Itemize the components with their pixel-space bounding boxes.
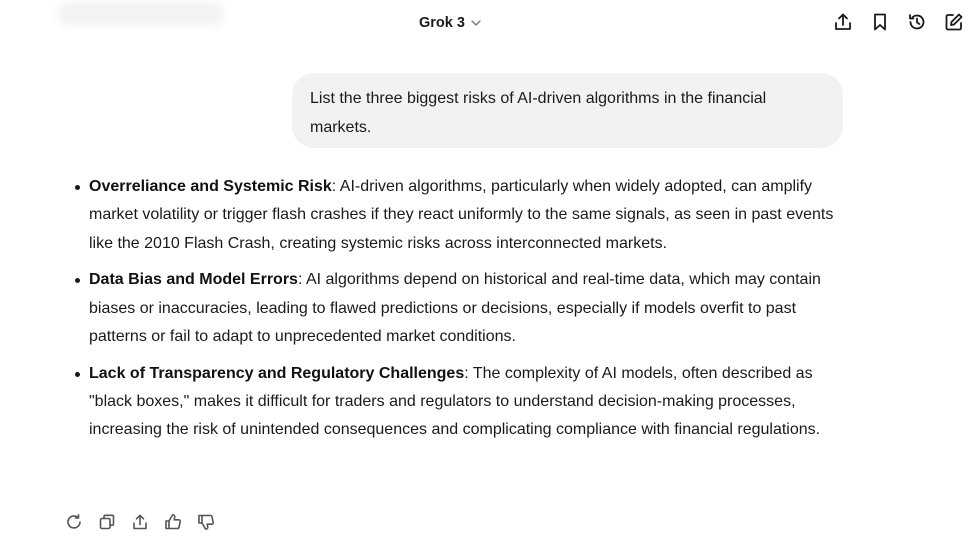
- user-message-text: List the three biggest risks of AI-driven algorithms in the financial markets.: [310, 90, 767, 136]
- list-item-title: Lack of Transparency and Regulatory Challenges: [89, 364, 465, 382]
- dislike-button[interactable]: [194, 511, 217, 533]
- header-toolbar: [831, 10, 965, 33]
- list-item-text: : AI algorithms depend on historical and real-time data, which may contain biases or inaccuracies, leading to flawed predictions or decisions, especially if models overfit to past patterns or fail to adapt to unprecedented market conditions.: [89, 271, 821, 345]
- copy-icon: [98, 513, 116, 531]
- list-item: [70, 360, 850, 445]
- user-message-bubble: [292, 73, 843, 148]
- list-item-text: : AI-driven algorithms, particularly when widely adopted, can amplify market volatility or trigger flash crashes if they react uniformly to the same signals, as seen in past events like the 2010 Flash Crash, creating systemic risks across interconnected markets.: [89, 178, 834, 252]
- regenerate-button[interactable]: [62, 511, 85, 533]
- copy-button[interactable]: [95, 511, 118, 533]
- list-item: [70, 173, 850, 258]
- regenerate-icon: [65, 513, 83, 531]
- bullet-dot: [75, 372, 80, 377]
- share-message-button[interactable]: [128, 511, 151, 533]
- model-name: Grok 3: [419, 15, 465, 31]
- edit-new-chat-icon: [944, 12, 964, 32]
- thumbs-up-icon: [164, 513, 182, 531]
- list-item-title: Overreliance and Systemic Risk: [89, 178, 332, 195]
- share-icon: [131, 513, 149, 531]
- history-icon: [907, 12, 927, 32]
- new-chat-button[interactable]: [942, 10, 965, 33]
- assistant-answer-list: [70, 173, 850, 453]
- blurred-logo: [58, 2, 223, 26]
- bookmark-button[interactable]: [868, 10, 891, 33]
- model-selector[interactable]: [419, 13, 482, 33]
- history-button[interactable]: [905, 10, 928, 33]
- list-item: [70, 266, 850, 351]
- thumbs-down-icon: [197, 513, 215, 531]
- message-actions: [62, 511, 217, 533]
- list-item-title: Data Bias and Model Errors: [89, 271, 298, 289]
- share-button[interactable]: [831, 10, 854, 33]
- chevron-down-icon: [470, 17, 482, 29]
- list-item-text: : The complexity of AI models, often described as "black boxes," makes it difficult for traders and regulators to understand decision-making processes, increasing the risk of unintended consequences and complicating compliance with financial regulations.: [89, 364, 821, 439]
- bookmark-icon: [870, 12, 890, 32]
- bullet-dot: [75, 185, 80, 190]
- like-button[interactable]: [161, 511, 184, 533]
- share-upload-icon: [833, 12, 853, 32]
- bullet-dot: [75, 278, 80, 283]
